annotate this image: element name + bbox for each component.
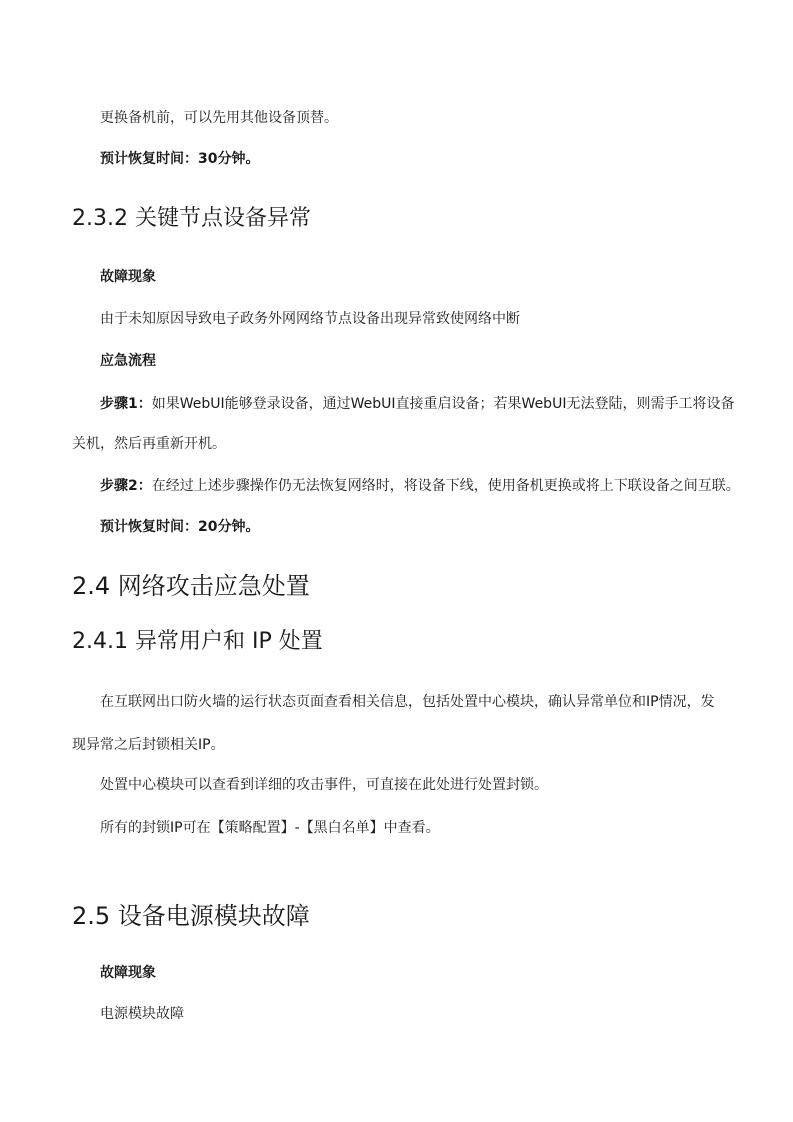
heading-2-5: 2.5 设备电源模块故障 — [72, 902, 310, 930]
step1-text-line1: 如果WebUI能够登录设备，通过WebUI直接重启设备；若果WebUI无法登陆，则需手工将设备 — [151, 396, 735, 412]
step2-label: 步骤2： — [100, 478, 152, 494]
fault-text-2-5: 电源模块故障 — [100, 1006, 184, 1022]
step1-paragraph — [100, 395, 734, 413]
step1-text-line2: 关机，然后再重新开机。 — [72, 436, 226, 452]
intro-text: 更换备机前，可以先用其他设备顶替。 — [100, 110, 338, 126]
heading-2-4: 2.4 网络攻击应急处置 — [72, 572, 310, 600]
recovery-time-2: 预计恢复时间：20分钟。 — [100, 519, 260, 535]
step2-paragraph — [100, 477, 740, 495]
fault-text-2-3-2: 由于未知原因导致电子政务外网网络节点设备出现异常致使网络中断 — [100, 311, 520, 327]
step2-text: 在经过上述步骤操作仍无法恢复网络时，将设备下线，使用备机更换或将上下联设备之间互联。 — [151, 478, 740, 494]
process-label-2-3-2: 应急流程 — [100, 353, 156, 369]
fault-label-2-5: 故障现象 — [100, 965, 156, 981]
fault-label-2-3-2: 故障现象 — [100, 269, 156, 285]
para2: 处置中心模块可以查看到详细的攻击事件，可直接在此处进行处置封锁。 — [100, 777, 548, 793]
heading-2-3-2: 2.3.2 关键节点设备异常 — [72, 206, 311, 231]
para1-line2: 现异常之后封锁相关IP。 — [72, 737, 225, 753]
recovery-time-1: 预计恢复时间：30分钟。 — [100, 151, 260, 167]
para1-line1: 在互联网出口防火墙的运行状态页面查看相关信息，包括处置中心模块，确认异常单位和IP情况，发 — [100, 694, 715, 710]
step1-label: 步骤1： — [100, 396, 152, 412]
para3: 所有的封锁IP可在【策略配置】-【黑白名单】中查看。 — [100, 820, 440, 836]
heading-2-4-1: 2.4.1 异常用户和 IP 处置 — [72, 629, 323, 654]
